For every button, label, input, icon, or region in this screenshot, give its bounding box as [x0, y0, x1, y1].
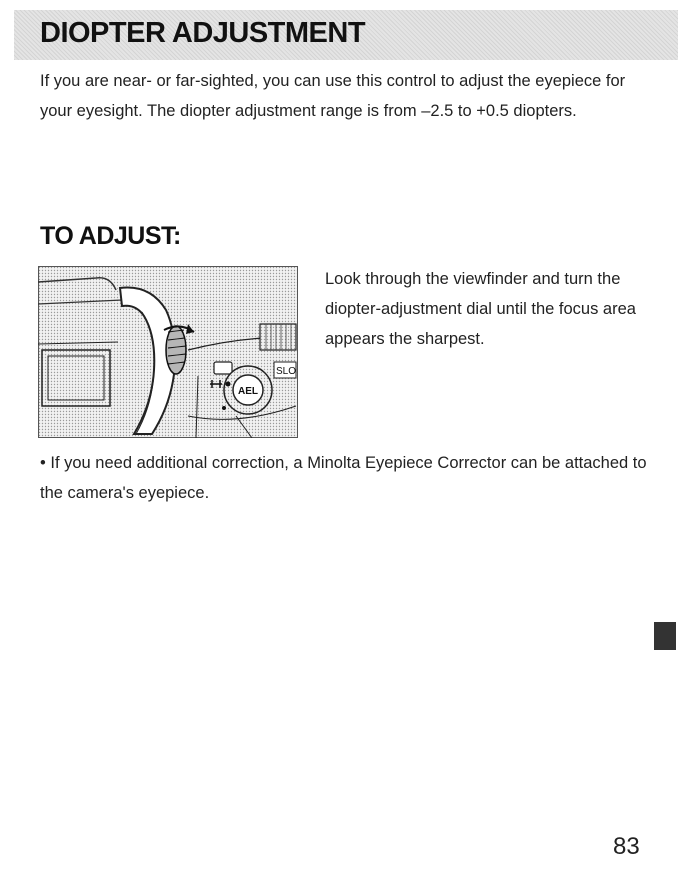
- small-button: [214, 362, 232, 374]
- indicator-dot-lower: [222, 406, 226, 410]
- intro-paragraph: If you are near- or far-sighted, you can use this control to adjust the eyepiece for your eyesight. The diopter adjustment range is from –2.5 to +0.5 diopters.: [40, 72, 626, 120]
- diopter-dial: [166, 326, 186, 374]
- page-title: DIOPTER ADJUSTMENT: [40, 17, 366, 49]
- slow-label: SLO: [276, 366, 297, 377]
- indicator-dot: [226, 382, 231, 387]
- section-title: TO ADJUST:: [40, 222, 181, 250]
- page-number: 83: [613, 833, 640, 860]
- lcd-panel: [42, 350, 110, 406]
- section-thumb-tab: [654, 622, 676, 650]
- instruction-text: Look through the viewfinder and turn the diopter-adjustment dial until the focus area appears the sharpest.: [325, 270, 636, 348]
- diopter-dial-illustration: [38, 266, 298, 438]
- note-text: • If you need additional correction, a Minolta Eyepiece Corrector can be attached to the camera's eyepiece.: [40, 454, 647, 502]
- ael-label: AEL: [238, 386, 258, 397]
